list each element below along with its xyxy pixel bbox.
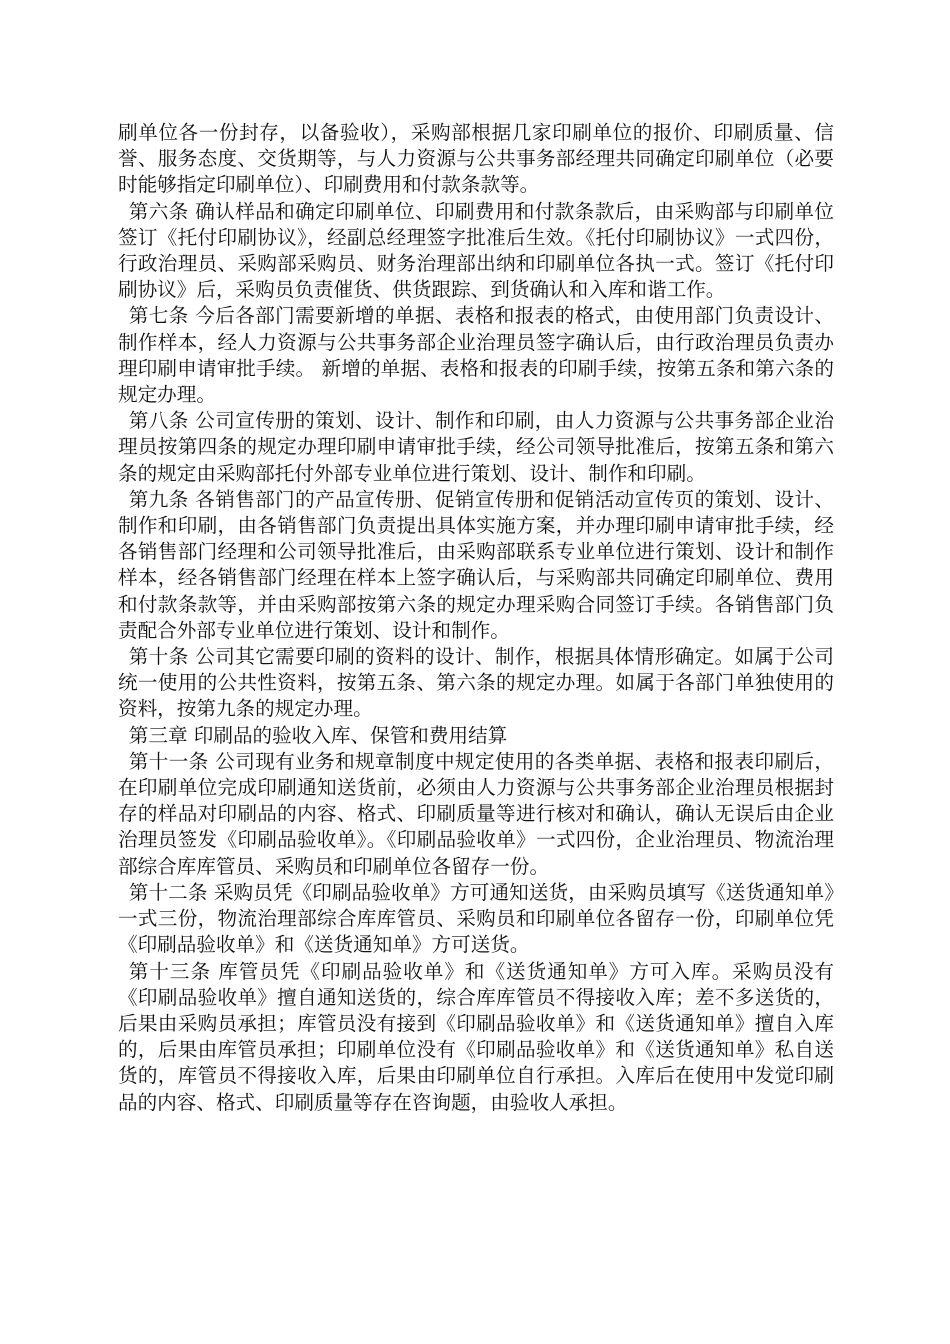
paragraph-article-13: 第十三条 库管员凭《印刷品验收单》和《送货通知单》方可入库。采购员没有《印刷品验收单》擅自通知送货的，综合库库管员不得接收入库；差不多送货的，后果由采购员承担；库管员没有接到《印刷品验收单》和《送货通知单》擅自入库的，后果由库管员承担；印刷单位没有《印刷品验收单》和《送货通知单》私自送货的，库管员不得接收入库，后果由印刷单位自行承担。入库后在使用中发觉印刷品的内容、格式、印刷质量等存在咨询题，由验收人承担。	[118, 959, 834, 1114]
paragraph-article-6: 第六条 确认样品和确定印刷单位、印刷费用和付款条款后，由采购部与印刷单位签订《托付印刷协议》，经副总经理签字批准后生效。《托付印刷协议》一式四份，行政治理员、采购部采购员、财务治理部出纳和印刷单位各执一式。签订《托付印刷协议》后，采购员负责催货、供货跟踪、到货确认和入库和谐工作。	[118, 199, 834, 302]
document-page	[118, 120, 834, 1116]
paragraph-article-8: 第八条 公司宣传册的策划、设计、制作和印刷，由人力资源与公共事务部企业治理员按第四条的规定办理印刷申请审批手续，经公司领导批准后，按第五条和第六条的规定由采购部托付外部专业单位进行策划、设计、制作和印刷。	[118, 409, 834, 485]
paragraph-article-10: 第十条 公司其它需要印刷的资料的设计、制作，根据具体情形确定。如属于公司统一使用的公共性资料，按第五条、第六条的规定办理。如属于各部门单独使用的资料，按第九条的规定办理。	[118, 645, 834, 721]
paragraph-article-7: 第七条 今后各部门需要新增的单据、表格和报表的格式，由使用部门负责设计、制作样本，经人力资源与公共事务部企业治理员签字确认后，由行政治理员负责办理印刷申请审批手续。 新增的单据、表格和报表的印刷手续，按第五条和第六条的规定办理。	[118, 304, 834, 407]
paragraph-article-11: 第十一条 公司现有业务和规章制度中规定使用的各类单据、表格和报表印刷后，在印刷单位完成印刷通知送货前，必须由人力资源与公共事务部企业治理员根据封存的样品对印刷品的内容、格式、印刷质量等进行核对和确认，确认无误后由企业治理员签发《印刷品验收单》。《印刷品验收单》一式四份，企业治理员、物流治理部综合库库管员、采购员和印刷单位各留存一份。	[118, 749, 834, 878]
chapter-heading: 第三章 印刷品的验收入库、保管和费用结算	[128, 723, 508, 747]
paragraph-article-9: 第九条 各销售部门的产品宣传册、促销宣传册和促销活动宣传页的策划、设计、制作和印刷，由各销售部门负责提出具体实施方案，并办理印刷申请审批手续，经各销售部门经理和公司领导批准后，由采购部联系专业单位进行策划、设计和制作样本，经各销售部门经理在样本上签字确认后，与采购部共同确定印刷单位、费用和付款条款等，并由采购部按第六条的规定办理采购合同签订手续。各销售部门负责配合外部专业单位进行策划、设计和制作。	[118, 487, 834, 642]
paragraph-article-12: 第十二条 采购员凭《印刷品验收单》方可通知送货，由采购员填写《送货通知单》一式三份，物流治理部综合库库管员、采购员和印刷单位各留存一份，印刷单位凭《印刷品验收单》和《送货通知单》方可送货。	[118, 880, 834, 957]
paragraph-continuation: 刷单位各一份封存，以备验收），采购部根据几家印刷单位的报价、印刷质量、信誉、服务态度、交货期等，与人力资源与公共事务部经理共同确定印刷单位（必要时能够指定印刷单位）、印刷费用和付款条款等。	[118, 121, 834, 197]
